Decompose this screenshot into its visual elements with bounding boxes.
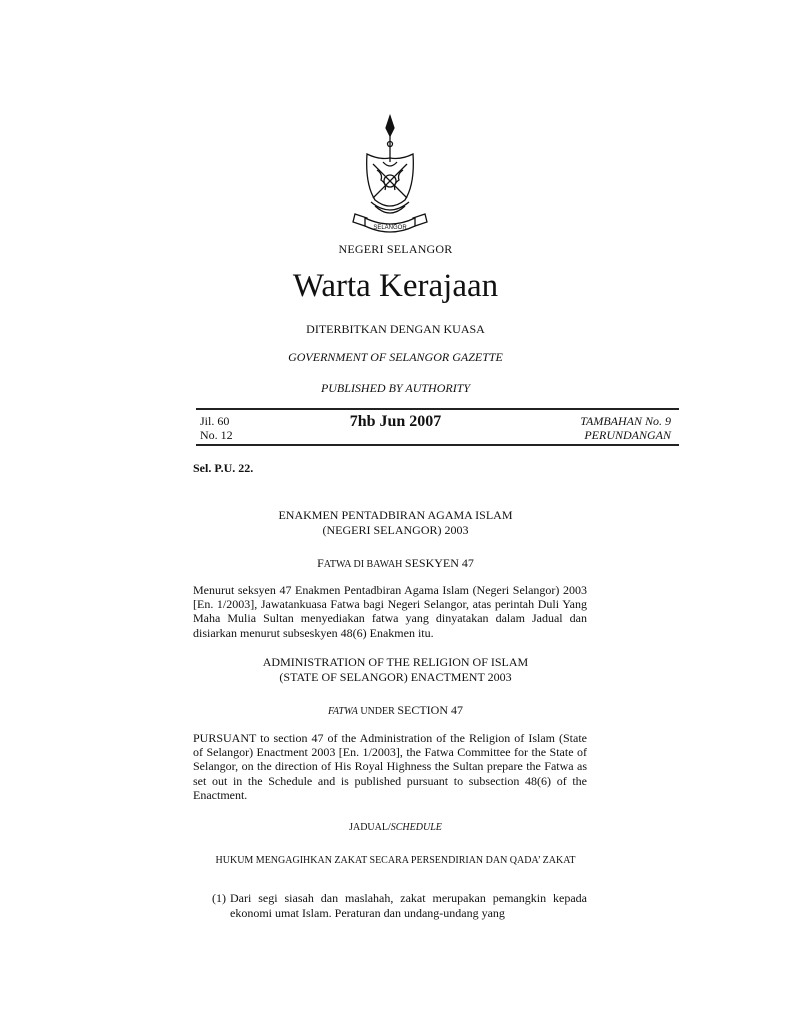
schedule-item-number: (1) (212, 891, 226, 905)
issue-date: 7hb Jun 2007 (349, 413, 442, 430)
issue-category: PERUNDANGAN (584, 428, 671, 442)
header-rule-bottom (196, 444, 679, 446)
english-heading (0, 655, 791, 685)
pu-reference: Sel. P.U. 22. (193, 461, 254, 475)
english-heading-line-2: (STATE OF SELANGOR) ENACTMENT 2003 (279, 670, 512, 684)
issue-supplement-block (580, 414, 671, 442)
published-by-authority-en: PUBLISHED BY AUTHORITY (320, 381, 471, 395)
gazette-name-en: GOVERNMENT OF SELANGOR GAZETTE (288, 350, 503, 364)
header-rule-top (196, 408, 679, 410)
schedule-topic: HUKUM MENGAGIHKAN ZAKAT SECARA PERSENDIRIAN DAN QADA’ ZAKAT (215, 855, 576, 866)
schedule-item-text: Dari segi siasah dan maslahah, zakat merupakan pemangkin kepada ekonomi umat Islam. Peraturan dan undang-undang yang (230, 891, 587, 920)
issue-supplement: TAMBAHAN No. 9 (580, 414, 671, 428)
state-name: NEGERI SELANGOR (338, 242, 453, 256)
published-by-authority-ms: DITERBITKAN DENGAN KUASA (306, 322, 485, 336)
malay-heading (0, 508, 791, 538)
malay-heading-line-1: ENAKMEN PENTADBIRAN AGAMA ISLAM (278, 508, 513, 522)
selangor-crest (345, 114, 435, 240)
schedule-label: JADUAL/SCHEDULE (349, 822, 442, 833)
malay-heading-line-2: (NEGERI SELANGOR) 2003 (322, 523, 469, 537)
gazette-title: Warta Kerajaan (292, 268, 499, 304)
malay-subheading: FATWA DI BAWAH SESKYEN 47 (317, 556, 474, 570)
english-subheading: FATWA UNDER SECTION 47 (328, 703, 463, 717)
issue-volume: Jil. 60 (200, 414, 230, 428)
malay-body-paragraph: Menurut seksyen 47 Enakmen Pentadbiran Agama Islam (Negeri Selangor) 2003 [En. 1/2003], Jawatankuasa Fatwa bagi Negeri Selangor, atas perintah Duli Yang Maha Mulia Sultan menyediakan fatwa yang dinyatakan dalam Jadual dan disiarkan menurut subseskyen 48(6) Enakmen itu. (193, 583, 587, 640)
issue-number: No. 12 (200, 428, 233, 442)
crest-ribbon-text: SELANGOR (373, 225, 407, 231)
english-heading-line-1: ADMINISTRATION OF THE RELIGION OF ISLAM (262, 655, 529, 669)
english-body-paragraph: PURSUANT to section 47 of the Administration of the Religion of Islam (State of Selangor) Enactment 2003 [En. 1/2003], the Fatwa Committee for the State of Selangor, on the direction of His Royal Highness the Sultan prepare the Fatwa as set out in the Schedule and is published pursuant to subsection 48(6) of the Enactment. (193, 731, 587, 802)
